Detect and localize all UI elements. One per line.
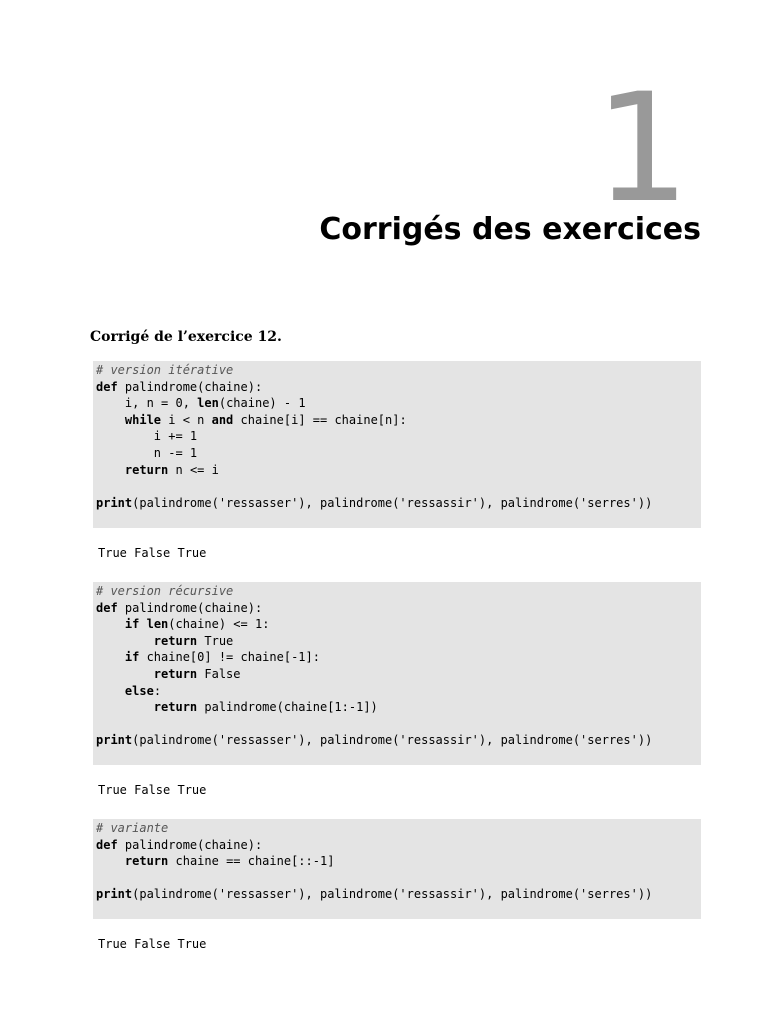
- code-keyword: if: [124, 617, 140, 632]
- code-line: [96, 684, 161, 698]
- code-text: (palindrome('ressasser'), palindrome('ressassir'), palindrome('serres')): [132, 733, 653, 748]
- code-line: [96, 667, 241, 681]
- code-line: [96, 584, 233, 598]
- code-line: [96, 396, 306, 410]
- code-text: palindrome(chaine):: [117, 600, 263, 615]
- output-text: True False True: [98, 937, 207, 951]
- chapter-title: Corrigés des exercices: [319, 212, 701, 247]
- exercise-heading: Corrigé de l’exercice 12.: [90, 329, 282, 345]
- code-text: i < n: [161, 412, 212, 427]
- code-keyword: return: [153, 666, 198, 681]
- code-text: [96, 634, 154, 648]
- code-keyword: print: [96, 495, 133, 510]
- code-line: [96, 380, 262, 394]
- code-line: [96, 429, 197, 443]
- code-text: (chaine) <= 1:: [168, 617, 270, 632]
- code-text: False: [197, 666, 241, 681]
- code-keyword: def: [96, 837, 118, 852]
- code-text: chaine[i] == chaine[n]:: [233, 412, 407, 427]
- code-block-iterative: [93, 361, 701, 528]
- code-line: [96, 887, 652, 901]
- code-keyword: def: [96, 600, 118, 615]
- code-listing: [96, 820, 698, 903]
- code-line: [96, 617, 269, 631]
- code-listing: [96, 583, 698, 749]
- code-text: [139, 617, 146, 631]
- code-keyword: len: [146, 617, 169, 632]
- code-keyword: def: [96, 379, 118, 394]
- code-text: n <= i: [168, 462, 219, 477]
- code-text: :: [153, 683, 162, 698]
- code-text: [96, 617, 125, 631]
- code-text: i += 1: [96, 429, 198, 444]
- code-line: [96, 821, 168, 835]
- code-keyword: print: [96, 733, 133, 748]
- output-recursive: [98, 782, 206, 799]
- code-text: [96, 463, 125, 477]
- code-text: chaine == chaine[::-1]: [168, 854, 335, 869]
- code-text: palindrome(chaine):: [117, 379, 263, 394]
- code-text: i, n = 0,: [96, 396, 198, 411]
- code-line: [96, 838, 262, 852]
- output-text: True False True: [98, 783, 207, 797]
- code-block-variant: [93, 819, 701, 919]
- code-comment: # version itérative: [96, 363, 234, 377]
- code-text: (palindrome('ressasser'), palindrome('ressassir'), palindrome('serres')): [132, 887, 653, 902]
- code-text: [96, 667, 154, 681]
- output-variant: [98, 936, 206, 953]
- code-line: [96, 854, 334, 868]
- code-line: [96, 413, 407, 427]
- output-text: True False True: [98, 546, 207, 560]
- code-text: chaine[0] != chaine[-1]:: [139, 650, 320, 665]
- code-keyword: return: [124, 854, 169, 869]
- code-line: [96, 650, 320, 664]
- code-keyword: return: [153, 700, 198, 715]
- code-line: [96, 601, 262, 615]
- chapter-number: 1: [594, 62, 690, 236]
- code-text: [96, 650, 125, 664]
- code-keyword: return: [153, 633, 198, 648]
- code-text: [96, 700, 154, 714]
- code-line: [96, 496, 652, 510]
- code-keyword: len: [197, 396, 219, 411]
- code-keyword: return: [124, 462, 169, 477]
- code-text: True: [197, 633, 234, 648]
- code-line: [96, 700, 378, 714]
- code-text: [96, 413, 125, 427]
- code-keyword: and: [211, 412, 234, 427]
- code-line: [96, 733, 652, 747]
- code-block-recursive: [93, 582, 701, 765]
- code-comment: # version récursive: [96, 584, 234, 598]
- code-text: (palindrome('ressasser'), palindrome('ressassir'), palindrome('serres')): [132, 495, 653, 510]
- code-line: [96, 634, 233, 648]
- code-text: (chaine) - 1: [218, 396, 306, 411]
- code-listing: [96, 362, 698, 511]
- code-line: [96, 446, 197, 460]
- code-line: [96, 363, 233, 377]
- code-keyword: while: [124, 412, 162, 427]
- code-keyword: if: [124, 650, 140, 665]
- code-keyword: print: [96, 887, 133, 902]
- code-text: [96, 854, 125, 868]
- code-text: palindrome(chaine):: [117, 837, 263, 852]
- code-keyword: else: [124, 683, 154, 698]
- code-text: [96, 684, 125, 698]
- code-comment: # variante: [96, 821, 169, 835]
- code-line: [96, 463, 219, 477]
- code-text: n -= 1: [96, 445, 198, 460]
- output-iterative: [98, 545, 206, 562]
- code-text: palindrome(chaine[1:-1]): [197, 700, 378, 715]
